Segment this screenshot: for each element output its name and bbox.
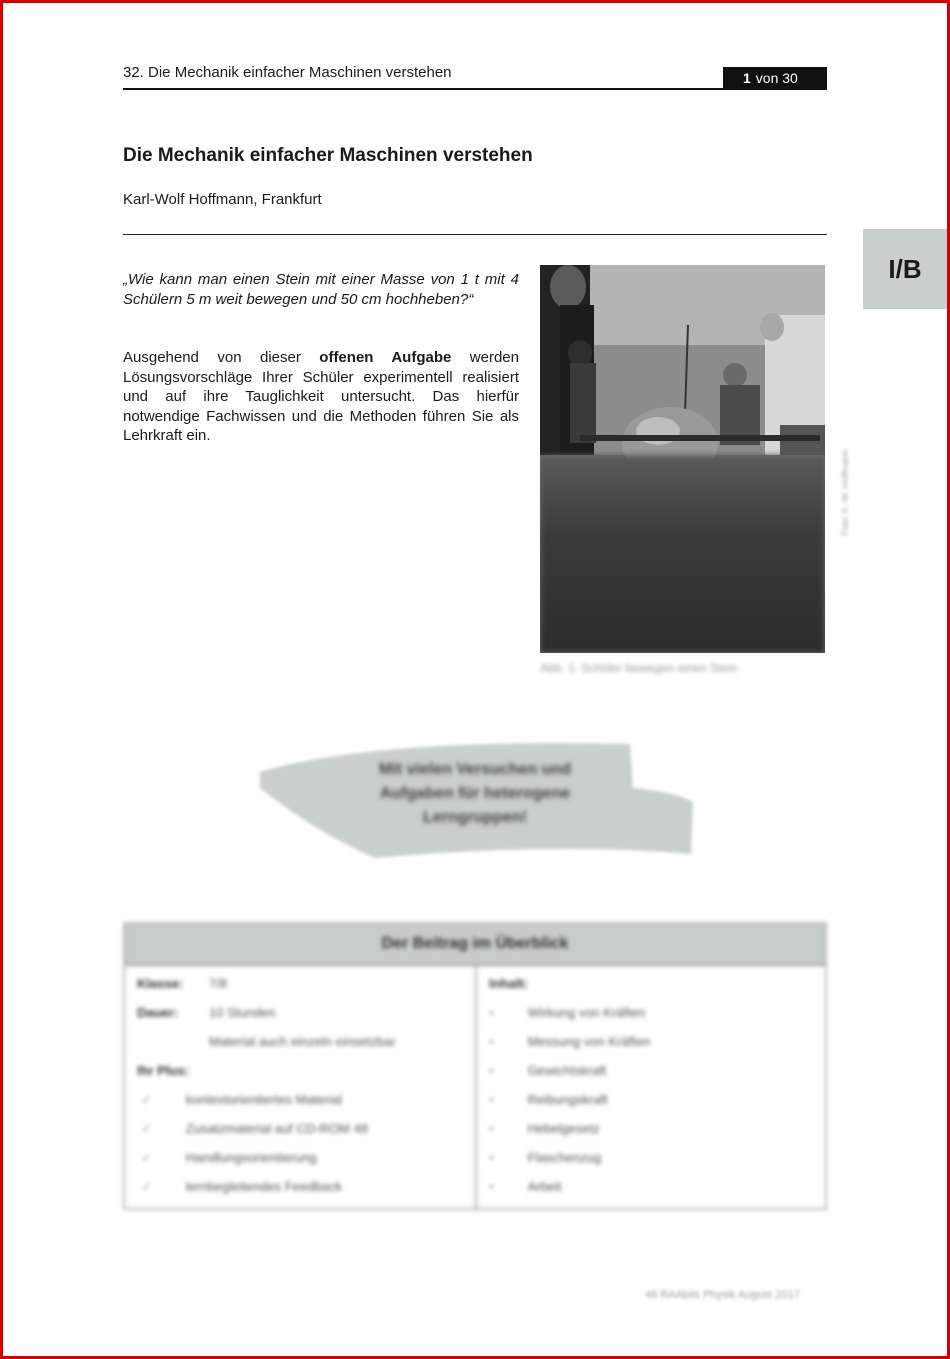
check-icon: ✓ [141,1150,152,1165]
intro-text-before: Ausgehend von dieser [123,349,320,366]
dauer-label: Dauer: [137,1005,179,1020]
page-number-badge [723,67,827,89]
page-total: von 30 [755,70,798,86]
section-tab: I/B [863,229,947,309]
inhalt-row [489,976,813,1005]
inhalt-item-label: Flaschenzug [527,1150,602,1165]
lead-quote: „Wie kann man einen Stein mit einer Masse von 1 t mit 4 Schülern 5 m weit bewegen und 50 cm hochheben?“ [123,271,519,308]
bullet-icon: • [489,1005,494,1020]
inhalt-item [489,1179,813,1208]
bullet-icon: • [489,1121,494,1136]
plus-item-label: lernbegleitendes Feedback [185,1179,343,1194]
bullet-icon: • [489,1092,494,1107]
page-current: 1 [743,70,751,86]
inhalt-item-label: Arbeit [527,1179,562,1194]
check-icon: ✓ [141,1179,152,1194]
overview-heading: Der Beitrag im Überblick [125,924,825,966]
plus-item [137,1092,463,1121]
inhalt-item [489,1150,813,1179]
inhalt-item-label: Reibungskraft [527,1092,608,1107]
intro-text-after: werden Lösungsvorschläge Ihrer Schüler experimentell realisiert und auf ihre Tauglichkeit untersucht. Das hierfür notwendige Fachwissen und die Methoden führen Sie als Lehrkraft ein. [123,349,519,444]
overview-left-column [125,966,477,1210]
plus-item [137,1121,463,1150]
photo-credit: Foto: K.-W. Hoffmann [840,449,850,536]
plus-item-label: Zusatzmaterial auf CD-ROM 48 [185,1121,368,1136]
plus-label: Ihr Plus: [137,1063,190,1078]
bullet-icon: • [489,1063,494,1078]
inhalt-label: Inhalt: [489,976,528,991]
promo-banner [255,738,695,860]
inhalt-item-label: Wirkung von Kräften [527,1005,646,1020]
banner-line-1: Mit vielen Versuchen und [378,761,572,778]
inhalt-item [489,1063,813,1092]
banner-line-2: Aufgaben für heterogene [379,785,571,802]
photo-caption: Abb. 1: Schüler bewegen einen Stein [540,661,738,675]
title-divider [123,234,827,235]
intro-emphasis: offenen Aufgabe [319,349,452,366]
bullet-icon: • [489,1150,494,1165]
overview-body [125,966,825,1210]
stone-photo [540,265,825,653]
klasse-label: Klasse: [137,976,184,991]
overview-box [123,922,827,1210]
dauer-note: Material auch einzeln einsetzbar [209,1034,396,1049]
plus-item [137,1179,463,1208]
article-title: Die Mechanik einfacher Maschinen verstehen [123,145,533,166]
header-divider [123,88,827,90]
inhalt-item [489,1121,813,1150]
bullet-icon: • [489,1034,494,1049]
klasse-value: 7/8 [209,976,228,991]
running-header-title: 32. Die Mechanik einfacher Maschinen verstehen [123,64,452,81]
plus-row [137,1063,463,1092]
dauer-value: 10 Stunden [209,1005,276,1020]
banner-line-3: Lerngruppen! [423,809,527,826]
check-icon: ✓ [141,1092,152,1107]
plus-item [137,1150,463,1179]
inhalt-item-label: Messung von Kräften [527,1034,651,1049]
inhalt-item-label: Gewichtskraft [527,1063,607,1078]
banner-text [345,758,605,830]
dauer-row [137,1005,463,1034]
plus-item-label: Handlungsorientierung [185,1150,317,1165]
footer-note: 48 RAAbits Physik August 2017 [645,1289,800,1301]
check-icon: ✓ [141,1121,152,1136]
inhalt-item [489,1092,813,1121]
plus-item-label: kontextorientiertes Material [185,1092,342,1107]
klasse-row [137,976,463,1005]
article-author: Karl-Wolf Hoffmann, Frankfurt [123,191,322,208]
inhalt-item-label: Hebelgesetz [527,1121,600,1136]
inhalt-item [489,1005,813,1034]
intro-paragraph [123,348,519,446]
inhalt-item [489,1034,813,1063]
bullet-icon: • [489,1179,494,1194]
photo-blurred-region [540,455,825,653]
overview-right-column [477,966,825,1210]
